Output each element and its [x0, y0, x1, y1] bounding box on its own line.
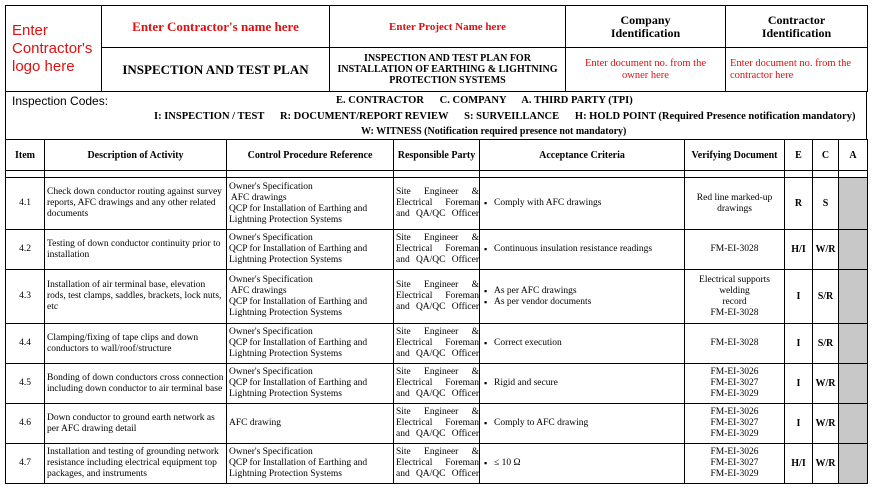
criteria-list: [484, 458, 684, 469]
acceptance-criteria-cell: [480, 230, 685, 270]
col-header-description: Description of Activity: [45, 140, 227, 171]
criteria-item: ▪ As per AFC drawings: [494, 286, 684, 297]
col-header-a: A: [839, 140, 868, 171]
procedure-reference-cell: [227, 178, 394, 230]
code-company-cell: W/R: [813, 364, 839, 404]
code-contractor-cell: H/I: [785, 444, 813, 484]
itp-subtitle-line: INSPECTION AND TEST PLAN FOR: [364, 53, 531, 64]
code-contractor-cell: I: [785, 324, 813, 364]
contractor-name-field[interactable]: Enter Contractor's name here: [102, 6, 330, 48]
criteria-item: ▪ Correct execution: [494, 338, 684, 349]
company-id-label: Identification: [610, 25, 681, 40]
code-company-cell: S: [813, 178, 839, 230]
codes-witness-line: W: WITNESS (Notification required presence not mandatory): [361, 126, 627, 137]
logo-line: logo here: [12, 57, 75, 75]
responsible-party-cell: [394, 364, 480, 404]
procedure-line: Lightning Protection Systems: [229, 349, 342, 359]
table-row: [6, 404, 868, 444]
code-company-cell: S/R: [813, 324, 839, 364]
contractor-logo-placeholder: [6, 6, 102, 92]
table-row: [6, 178, 868, 230]
contractor-doc-line: contractor here: [730, 69, 794, 81]
party-line: Electrical Foreman: [396, 458, 479, 468]
procedure-line: AFC drawings: [229, 192, 287, 203]
criteria-list: [484, 198, 684, 209]
code-third-party-cell: [839, 404, 868, 444]
itp-activity-table: [5, 139, 868, 484]
criteria-list: [484, 418, 684, 429]
inspection-codes-label: Inspection Codes:: [12, 94, 109, 108]
codes-actions-line: I: INSPECTION / TEST R: DOCUMENT/REPORT REVIEW S: SURVEILLANCE H: HOLD POINT (Required Presence notification mandatory): [154, 111, 856, 122]
col-header-party: Responsible Party: [394, 140, 480, 171]
party-line: Electrical Foreman: [396, 244, 479, 254]
verifying-doc-line: FM-EI-3028: [710, 338, 759, 348]
document-header: [5, 5, 868, 92]
responsible-party-cell: [394, 324, 480, 364]
procedure-reference-cell: [227, 404, 394, 444]
party-line: and QA/QC Officer: [396, 429, 479, 439]
party-line: Site Engineer &: [396, 447, 479, 457]
activity-description-cell: Check down conductor routing against survey reports, AFC drawings and any other related documents: [45, 178, 227, 230]
criteria-item: ▪ Comply with AFC drawings: [494, 198, 684, 209]
col-header-procedure: Control Procedure Reference: [227, 140, 394, 171]
procedure-reference-cell: [227, 324, 394, 364]
acceptance-criteria-cell: [480, 444, 685, 484]
code-company-cell: W/R: [813, 230, 839, 270]
procedure-line: Owner's Specification: [229, 367, 313, 377]
procedure-line: QCP for Installation of Earthing and: [229, 338, 368, 348]
procedure-line: Owner's Specification: [229, 233, 313, 243]
code-contractor-cell: H/I: [785, 230, 813, 270]
itp-subtitle-line: PROTECTION SYSTEMS: [389, 75, 506, 86]
verifying-doc-line: Red line marked-up: [696, 192, 773, 203]
party-line: and QA/QC Officer: [396, 389, 479, 399]
acceptance-criteria-cell: [480, 324, 685, 364]
party-line: Site Engineer &: [396, 280, 479, 290]
item-number-cell: 4.1: [6, 178, 45, 230]
item-number-cell: 4.2: [6, 230, 45, 270]
party-line: Electrical Foreman: [396, 378, 479, 388]
table-row: [6, 364, 868, 404]
criteria-item: ▪ Comply to AFC drawing: [494, 418, 684, 429]
acceptance-criteria-cell: [480, 178, 685, 230]
item-number-cell: 4.3: [6, 270, 45, 324]
verifying-document-cell: [685, 230, 785, 270]
company-identification-header: [566, 6, 726, 48]
verifying-doc-line: record: [722, 296, 747, 307]
verifying-doc-line: FM-EI-3026: [710, 367, 759, 377]
responsible-party-cell: [394, 178, 480, 230]
procedure-line: AFC drawings: [229, 285, 287, 296]
party-line: and QA/QC Officer: [396, 469, 479, 479]
activity-description-cell: Down conductor to ground earth network as per AFC drawing detail: [45, 404, 227, 444]
verifying-document-cell: [685, 270, 785, 324]
acceptance-criteria-cell: [480, 404, 685, 444]
code-third-party-cell: [839, 270, 868, 324]
codes-parties-line: E. CONTRACTOR C. COMPANY A. THIRD PARTY (TPI): [336, 95, 633, 106]
party-line: Site Engineer &: [396, 233, 479, 243]
procedure-line: Owner's Specification: [229, 327, 313, 337]
acceptance-criteria-cell: [480, 364, 685, 404]
procedure-line: AFC drawing: [229, 418, 281, 428]
table-row: [6, 324, 868, 364]
procedure-line: Owner's Specification: [229, 447, 313, 457]
verifying-doc-line: FM-EI-3026: [710, 407, 759, 417]
code-third-party-cell: [839, 178, 868, 230]
procedure-line: Lightning Protection Systems: [229, 214, 342, 225]
table-row: [6, 444, 868, 484]
criteria-item: ▪ Continuous insulation resistance readings: [494, 244, 684, 255]
activity-description-cell: Installation of air terminal base, elevation rods, test clamps, saddles, brackets, lock nuts, etc: [45, 270, 227, 324]
code-contractor-cell: I: [785, 364, 813, 404]
contractor-id-label: Identification: [761, 25, 832, 40]
code-third-party-cell: [839, 230, 868, 270]
party-line: Electrical Foreman: [396, 198, 479, 208]
criteria-list: [484, 244, 684, 255]
verifying-document-cell: [685, 364, 785, 404]
procedure-reference-cell: [227, 444, 394, 484]
criteria-item: ▪ As per vendor documents: [494, 297, 684, 308]
criteria-list: [484, 378, 684, 389]
contractor-identification-header: [726, 6, 868, 48]
procedure-line: QCP for Installation of Earthing and: [229, 203, 368, 214]
inspection-codes-legend: [5, 91, 867, 139]
itp-subtitle-line: INSTALLATION OF EARTHING & LIGHTNING: [337, 64, 558, 75]
verifying-document-cell: [685, 404, 785, 444]
contractor-document-number-field[interactable]: [726, 48, 868, 92]
activity-description-cell: Installation and testing of grounding network resistance including electrical equipment top packages, and instruments: [45, 444, 227, 484]
procedure-reference-cell: [227, 364, 394, 404]
party-line: Site Engineer &: [396, 327, 479, 337]
verifying-doc-line: drawings: [717, 203, 752, 214]
code-company-cell: S/R: [813, 270, 839, 324]
party-line: Site Engineer &: [396, 367, 479, 377]
project-name-field[interactable]: Enter Project Name here: [330, 6, 566, 48]
responsible-party-cell: [394, 230, 480, 270]
itp-title: INSPECTION AND TEST PLAN: [102, 48, 330, 92]
verifying-document-cell: [685, 324, 785, 364]
party-line: Electrical Foreman: [396, 291, 479, 301]
verifying-doc-line: FM-EI-3029: [710, 429, 759, 439]
procedure-line: Lightning Protection Systems: [229, 307, 342, 318]
procedure-line: Lightning Protection Systems: [229, 469, 342, 479]
verifying-doc-line: FM-EI-3026: [710, 447, 759, 457]
responsible-party-cell: [394, 444, 480, 484]
logo-line: Contractor's: [12, 39, 93, 57]
logo-line: Enter: [12, 21, 48, 39]
activity-description-cell: Clamping/fixing of tape clips and down conductors to wall/roof/structure: [45, 324, 227, 364]
contractor-id-label: Contractor: [767, 12, 826, 27]
col-header-e: E: [785, 140, 813, 171]
table-row: [6, 230, 868, 270]
party-line: and QA/QC Officer: [396, 349, 479, 359]
company-doc-line: Enter document no. from the: [584, 57, 706, 69]
responsible-party-cell: [394, 404, 480, 444]
code-third-party-cell: [839, 364, 868, 404]
code-third-party-cell: [839, 324, 868, 364]
code-contractor-cell: I: [785, 270, 813, 324]
activity-description-cell: Bonding of down conductors cross connection including down conductor to air terminal base: [45, 364, 227, 404]
verifying-doc-line: FM-EI-3027: [710, 378, 759, 388]
procedure-line: Owner's Specification: [229, 274, 313, 285]
procedure-reference-cell: [227, 270, 394, 324]
procedure-line: QCP for Installation of Earthing and: [229, 244, 368, 254]
item-number-cell: 4.6: [6, 404, 45, 444]
item-number-cell: 4.5: [6, 364, 45, 404]
verifying-doc-line: FM-EI-3028: [710, 307, 759, 318]
procedure-reference-cell: [227, 230, 394, 270]
party-line: Site Engineer &: [396, 187, 479, 197]
party-line: Site Engineer &: [396, 407, 479, 417]
procedure-line: QCP for Installation of Earthing and: [229, 458, 368, 468]
party-line: and QA/QC Officer: [396, 255, 479, 265]
procedure-line: QCP for Installation of Earthing and: [229, 296, 368, 307]
party-line: Electrical Foreman: [396, 338, 479, 348]
company-doc-line: owner here: [622, 69, 669, 81]
verifying-doc-line: FM-EI-3029: [710, 469, 759, 479]
table-header-row: [6, 140, 868, 171]
criteria-item: ▪ Rigid and secure: [494, 378, 684, 389]
company-id-label: Company: [620, 12, 671, 27]
party-line: and QA/QC Officer: [396, 302, 479, 312]
verifying-doc-line: FM-EI-3029: [710, 389, 759, 399]
responsible-party-cell: [394, 270, 480, 324]
col-header-item: Item: [6, 140, 45, 171]
criteria-item: ▪ ≤ 10 Ω: [494, 458, 684, 469]
code-third-party-cell: [839, 444, 868, 484]
code-contractor-cell: I: [785, 404, 813, 444]
code-company-cell: W/R: [813, 404, 839, 444]
col-header-verifying: Verifying Document: [685, 140, 785, 171]
item-number-cell: 4.7: [6, 444, 45, 484]
party-line: and QA/QC Officer: [396, 209, 479, 219]
company-document-number-field[interactable]: [566, 48, 726, 92]
verifying-doc-line: FM-EI-3027: [710, 458, 759, 468]
itp-subtitle: [330, 48, 566, 92]
item-number-cell: 4.4: [6, 324, 45, 364]
criteria-list: [484, 286, 684, 308]
col-header-c: C: [813, 140, 839, 171]
code-contractor-cell: R: [785, 178, 813, 230]
activity-description-cell: Testing of down conductor continuity prior to installation: [45, 230, 227, 270]
procedure-line: QCP for Installation of Earthing and: [229, 378, 368, 388]
table-row: [6, 270, 868, 324]
code-company-cell: W/R: [813, 444, 839, 484]
col-header-criteria: Acceptance Criteria: [480, 140, 685, 171]
procedure-line: Lightning Protection Systems: [229, 389, 342, 399]
criteria-list: [484, 338, 684, 349]
contractor-doc-line: Enter document no. from the: [730, 57, 852, 69]
procedure-line: Owner's Specification: [229, 181, 313, 192]
acceptance-criteria-cell: [480, 270, 685, 324]
verifying-doc-line: Electrical supports welding: [699, 274, 770, 296]
verifying-doc-line: FM-EI-3028: [710, 244, 759, 254]
party-line: Electrical Foreman: [396, 418, 479, 428]
verifying-document-cell: [685, 178, 785, 230]
procedure-line: Lightning Protection Systems: [229, 255, 342, 265]
verifying-doc-line: FM-EI-3027: [710, 418, 759, 428]
verifying-document-cell: [685, 444, 785, 484]
